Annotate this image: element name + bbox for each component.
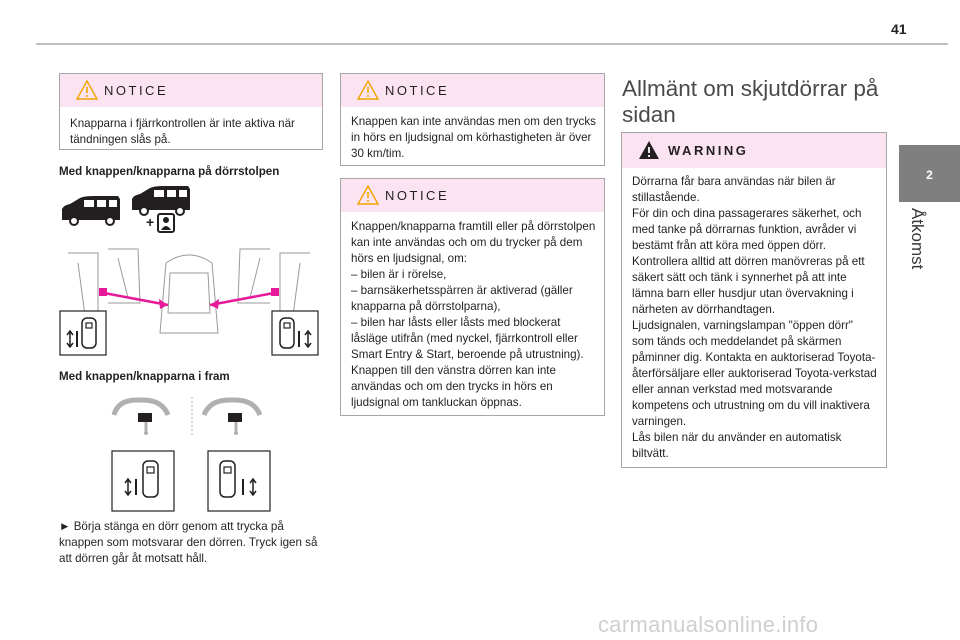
- front-buttons-illustration: [110, 395, 280, 520]
- warning-line: För din och dina passagerares säkerhet, och med tanke på dörrarnas funktion, avråder vi bestämt från att köra med öppen dörr.: [632, 207, 862, 252]
- warning-line: Kontrollera alltid att dörren manövreras på ett säkert sätt och tänk i synnerhet på att inte lämna barn eller husdjur utan övervakning i närheten av dörrhandtagen.: [632, 255, 865, 316]
- notice-title: NOTICE: [385, 188, 450, 203]
- notice-line: – bilen har låsts eller låsts med blockerat låsläge utifrån (med nyckel, fjärrkontroll eller Smart Entry & Start, beroende på utrustning).: [351, 316, 584, 361]
- page-number: 41: [891, 21, 907, 37]
- notice-header: [60, 74, 322, 107]
- notice-title: NOTICE: [385, 83, 450, 98]
- warning-box: [621, 132, 887, 468]
- steering-wheel-icon: [204, 400, 260, 435]
- warning-title: WARNING: [668, 143, 749, 158]
- svg-text:+: +: [146, 214, 155, 230]
- van-icon: [132, 186, 190, 215]
- notice-line: Knappen/knapparna framtill eller på dörrstolpen kan inte användas och om du trycker på dem hörs en ljudsignal, om:: [351, 220, 596, 265]
- warning-header: [622, 133, 886, 168]
- instruction-text: ► Börja stänga en dörr genom att trycka på knappen som motsvarar den dörren. Tryck igen så att dörren går åt motsatt håll.: [59, 520, 318, 565]
- notice-box-conditions: [340, 178, 605, 416]
- van-illustration: [58, 185, 198, 235]
- top-rule: [36, 43, 948, 45]
- heading-pillar-buttons: Med knappen/knapparna på dörrstolpen: [59, 165, 280, 178]
- sliding-door-button-icon: [112, 451, 174, 511]
- notice-line: Knappen till den vänstra dörren kan inte användas och om den trycks in hörs en ljudsignal om tankluckan öppnas.: [351, 364, 556, 409]
- child-lock-icon: [146, 214, 174, 232]
- notice-text: Knapparna i fjärrkontrollen är inte aktiva när tändningen slås på.: [70, 117, 295, 146]
- notice-line: – bilen är i rörelse,: [351, 268, 447, 281]
- notice-box-remote: [59, 73, 323, 150]
- notice-header: [341, 179, 604, 212]
- notice-header: [341, 74, 604, 107]
- warning-triangle-icon: [76, 80, 98, 100]
- pillar-buttons-illustration: [58, 243, 320, 358]
- van-icon: [62, 196, 120, 225]
- watermark: carmanualsonline.info: [598, 612, 819, 637]
- warning-triangle-icon: [638, 140, 660, 160]
- warning-line: Ljudsignalen, varningslampan "öppen dörr" som tänds och meddelandet på skärmen påminner dig. Kontakta en auktoriserad Toyota-återförsäljare eller auktoriserad Toyota-verkstad eller annan verkstad med motsvarande kompetens och utrustning om du vill inaktivera varningen.: [632, 319, 877, 428]
- sliding-door-button-icon: [208, 451, 270, 511]
- warning-triangle-icon: [357, 80, 379, 100]
- chapter-label: Åtkomst: [908, 208, 927, 270]
- notice-line: – barnsäkerhetsspärren är aktiverad (gäller knapparna på dörrstolparna),: [351, 284, 573, 313]
- warning-triangle-icon: [357, 185, 379, 205]
- sliding-door-button-icon: [60, 311, 106, 355]
- chapter-tab[interactable]: [899, 145, 960, 202]
- warning-line: Dörrarna får bara användas när bilen är stillastående.: [632, 175, 836, 204]
- heading-front-buttons: Med knappen/knapparna i fram: [59, 370, 230, 383]
- notice-title: NOTICE: [104, 83, 169, 98]
- steering-wheel-icon: [114, 400, 168, 435]
- notice-text: Knappen kan inte användas men om den trycks in hörs en ljudsignal om körhastigheten är över 30 km/tim.: [351, 115, 596, 160]
- chapter-number: 2: [926, 168, 933, 182]
- sliding-door-button-icon: [272, 311, 318, 355]
- notice-box-speed: [340, 73, 605, 166]
- warning-line: Lås bilen när du använder en automatisk biltvätt.: [632, 431, 842, 460]
- section-title: Allmänt om skjutdörrar på sidan: [622, 76, 879, 127]
